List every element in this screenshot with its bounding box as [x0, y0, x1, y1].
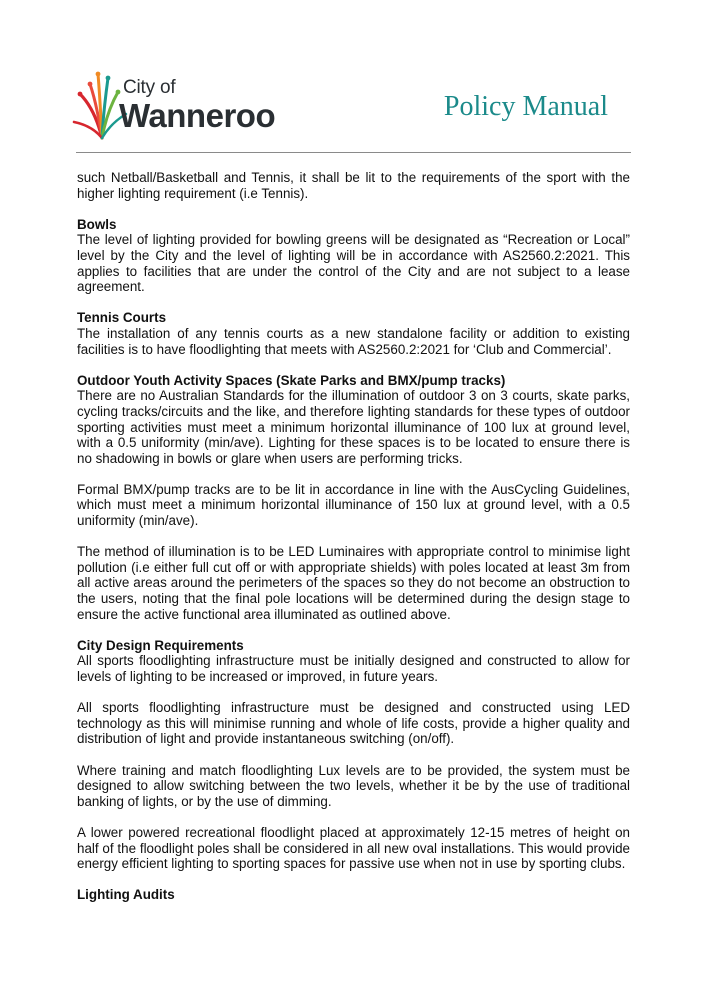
document-body — [77, 170, 630, 903]
design-paragraph-4: A lower powered recreational floodlight placed at approximately 12-15 metres of height on half of the floodlight poles shall be considered in all new oval installations. This would provide energy efficient lighting to sporting spaces for passive use when not in use by sporting clubs. — [77, 824, 630, 872]
youth-paragraph-3: The method of illumination is to be LED Luminaires with appropriate control to minimise light pollution (i.e either full cut off or with appropriate shields) with poles located at least 3m from all active areas around the perimeters of the spaces so they do not become an obstruction to the users, noting that the final pole locations will be determined during the design stage to ensure the active functional area illuminated as outlined above. — [77, 544, 630, 622]
section-youth-activity-spaces — [77, 373, 630, 623]
header-divider — [76, 152, 631, 153]
design-paragraph-1: All sports floodlighting infrastructure must be initially designed and constructed to allow for levels of lighting to be increased or improved, in future years. — [77, 653, 630, 684]
section-heading-youth-activity-spaces: Outdoor Youth Activity Spaces (Skate Parks and BMX/pump tracks) — [77, 372, 506, 388]
section-heading-bowls: Bowls — [77, 216, 117, 232]
section-lighting-audits — [77, 887, 630, 903]
section-bowls — [77, 217, 630, 295]
youth-paragraph-1: There are no Australian Standards for the illumination of outdoor 3 on 3 courts, skate parks, cycling tracks/circuits and the like, and therefore lighting standards for these types of outdoor sporting activities must meet a minimum horizontal illuminance of 100 lux at ground level, with a 0.5 uniformity (min/ave). Lighting for these spaces is to be located to ensure there is no shadowing in bowls or glare when users are performing tricks. — [77, 388, 630, 466]
youth-paragraph-2: Formal BMX/pump tracks are to be lit in accordance in line with the AusCycling Guidelines, which must meet a minimum horizontal illuminance of 150 lux at ground level, with a 0.5 uniformity (min/ave). — [77, 481, 630, 529]
section-heading-lighting-audits: Lighting Audits — [77, 887, 175, 903]
section-tennis-courts — [77, 310, 630, 357]
section-city-design-requirements — [77, 638, 630, 872]
section-heading-tennis-courts: Tennis Courts — [77, 310, 167, 326]
design-paragraph-3: Where training and match floodlighting Lux levels are to be provided, the system must be designed to allow switching between the two levels, whether it be by the use of traditional banking of lights, or by the use of dimming. — [77, 762, 630, 809]
design-paragraph-2: All sports floodlighting infrastructure must be designed and constructed using LED technology as this will minimise running and whole of life costs, provide a higher quality and distribution of light and provide instantaneous switching (on/off). — [77, 700, 630, 747]
policy-manual-title: Policy Manual — [443, 91, 608, 122]
page-header — [0, 0, 706, 160]
city-of-wanneroo-logo — [72, 62, 292, 142]
continuation-paragraph: such Netball/Basketball and Tennis, it shall be lit to the requirements of the sport with the higher lighting requirement (i.e Tennis). — [77, 170, 630, 201]
logo-text-wanneroo: Wanneroo — [119, 97, 276, 134]
tennis-paragraph: The installation of any tennis courts as a new standalone facility or addition to existing facilities is to have floodlighting that meets with AS2560.2:2021 for ‘Club and Commercial’. — [77, 325, 630, 357]
logo-text-city-of: City of — [123, 77, 176, 98]
bowls-paragraph: The level of lighting provided for bowling greens will be designated as “Recreation or Local” level by the City and the level of lighting will be in accordance with AS2560.2:2021. This applies to facilities that are under the control of the City and are not subject to a lease agreement. — [77, 232, 630, 295]
section-heading-city-design-requirements: City Design Requirements — [77, 637, 244, 653]
